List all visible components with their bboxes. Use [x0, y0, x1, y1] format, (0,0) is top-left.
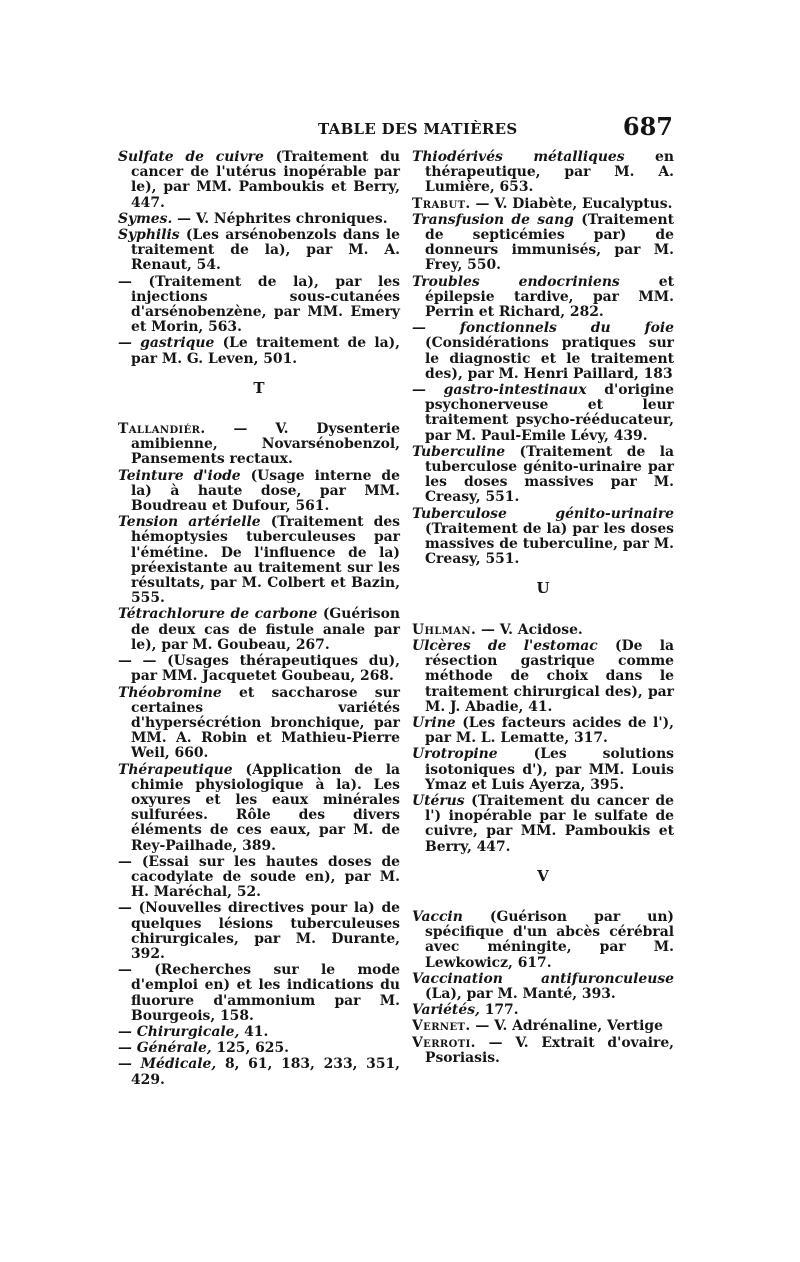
right-column [412, 150, 674, 1067]
index-entry [412, 639, 674, 715]
entry-text: (Les arsénobenzols dans le traitement de la), par M. A. Renaut, 54. [131, 227, 400, 274]
entry-text: (Les facteurs acides de l'), par M. L. Lematte, 317. [425, 714, 674, 747]
entry-text: (Traitement de la tuberculose génito-urinaire par les doses massives par M. Creasy, 551. [425, 443, 674, 506]
entry-text: en thérapeutique, par M. A. Lumière, 653. [425, 149, 674, 196]
index-entry [412, 445, 674, 506]
index-entry [412, 1036, 674, 1066]
index-entry [412, 150, 674, 196]
entry-text: — (Recherches sur le mode d'emploi en) et les indications du fluorure d'ammonium par M. Bourgeois, 158. [118, 962, 400, 1024]
running-title: TABLE DES MATIÈRES [318, 120, 518, 138]
index-entry [118, 686, 400, 762]
entry-text: — (Essai sur les hautes doses de cacodylate de soude en), par M. H. Maréchal, 52. [118, 853, 400, 901]
entry-heading: Utérus [412, 792, 465, 809]
entry-heading: Théobromine [118, 684, 222, 701]
entry-heading: Teinture d'iode [118, 467, 241, 484]
entry-text: (Guérison de deux cas de fistule anale par le), par M. Goubeau, 267. [131, 606, 400, 653]
entry-heading: — gastrique [118, 335, 215, 352]
entry-heading: Variétés, [412, 1002, 480, 1019]
entry-text: 125, 625. [211, 1040, 289, 1057]
entry-text: — — (Usages thérapeutiques du), par MM. Jacquetet Goubeau, 268. [118, 653, 400, 685]
entry-heading: Urotropine [412, 746, 498, 763]
index-entry [118, 275, 400, 336]
index-entry [118, 515, 400, 606]
entry-heading: — Générale, [118, 1040, 212, 1057]
entry-heading: Ulcères de l'estomac [412, 637, 598, 654]
entry-heading: Thérapeutique [118, 761, 233, 778]
entry-author: Tallandiér. [118, 421, 206, 438]
entry-heading: Troubles endocriniens [412, 273, 620, 290]
entry-text: (De la résection gastrique comme méthode de choix dans le traitement chirurgical des), par M. J. Abadie, 41. [425, 637, 674, 715]
page-header [118, 112, 673, 142]
index-entry [118, 963, 400, 1024]
entry-text: et saccharose sur certaines variétés d'hypersécrétion bronchique, par MM. A. Robin et Mathieu-Pierre Weil, 660. [131, 684, 400, 762]
entry-author: Vernet. [412, 1018, 471, 1035]
index-entry [118, 212, 400, 227]
entry-author: Uhlman. [412, 621, 477, 638]
index-entry [118, 901, 400, 962]
index-entry [412, 972, 674, 1002]
entry-text: (Les solutions isotoniques d'), par MM. Louis Ymaz et Luis Ayerza, 395. [425, 746, 674, 793]
index-entry [118, 150, 400, 211]
section-letter: U [536, 579, 550, 598]
entry-text: (Traitement des hémoptysies tuberculeuses par l'émétine. De l'influence de la) préexistante au traitement sur les résultats, par M. Colbert et Bazin, 555. [131, 514, 401, 607]
entry-text: et épilepsie tardive, par MM. Perrin et Richard, 282. [425, 273, 674, 321]
entry-text: — V. Extrait d'ovaire, Psoriasis. [425, 1034, 674, 1066]
entry-heading: — fonctionnels du foie [412, 320, 674, 337]
entry-text: (Considérations pratiques sur le diagnostic et le traitement des), par M. Henri Paillard, 183 [425, 335, 674, 382]
entry-text: — V. Adrénaline, Vertige [470, 1018, 663, 1035]
entry-text: (Traitement de la) par les doses massives de tuberculine, par M. Creasy, 551. [425, 520, 674, 568]
index-entry [118, 763, 400, 854]
entry-text: (Traitement de septicémies par) de donneurs immunisés, par M. Frey, 550. [425, 211, 674, 274]
index-entry [118, 1041, 400, 1056]
entry-heading: Tension artérielle [118, 514, 261, 531]
entry-heading: Syphilis [118, 227, 180, 244]
index-entry [412, 321, 674, 382]
entry-text: (Application de la chimie physiologique à la). Les oxyures et les eaux minérales sulfurées. Rôle des divers éléments de ces eaux, par M. de Rey-Pailhade, 389. [131, 761, 400, 854]
entry-heading: Thiodérivés métalliques [412, 149, 625, 165]
index-entry [412, 275, 674, 321]
page-number: 687 [622, 112, 673, 141]
entry-heading: Symes. [118, 210, 173, 227]
entry-heading: Transfusion de sang [412, 211, 574, 228]
entry-author: Trabut. [412, 195, 471, 212]
entry-text: 8, 61, 183, 233, 351, 429. [131, 1056, 401, 1088]
entry-heading: — Chirurgicale, [118, 1023, 240, 1040]
entry-text: — (Traitement de la), par les injections sous-cutanées d'arsénobenzène, par MM. Emery et Morin, 563. [118, 273, 400, 336]
index-entry [412, 213, 674, 274]
index-entry [412, 1003, 674, 1018]
index-entry [118, 336, 400, 366]
entry-text: (Traitement du cancer de l'utérus inopérable par le), par MM. Pamboukis et Berry, 447. [131, 149, 400, 211]
entry-heading: — gastro-intestinaux [412, 382, 587, 399]
left-column [118, 150, 400, 1089]
entry-text: 41. [239, 1023, 269, 1040]
entry-text: (Guérison par un) spécifique d'un abcès cérébral avec méningite, par M. Lewkowicz, 617. [425, 908, 674, 971]
index-entry [118, 228, 400, 274]
section-letter: V [537, 866, 549, 885]
entry-text: — V. Acidose. [476, 621, 583, 638]
index-entry [118, 422, 400, 468]
index-entry [412, 383, 674, 444]
entry-author: Verroti. [412, 1034, 476, 1051]
entry-heading: Vaccin [412, 908, 463, 925]
entry-text: — V. Dysenterie amibienne, Novarsénobenzol, Pansements rectaux. [131, 421, 400, 468]
index-entry [412, 197, 674, 212]
entry-text: (Usage interne de la) à haute dose, par MM. Boudreau et Dufour, 561. [131, 467, 400, 515]
entry-text: (La), par M. Manté, 393. [425, 985, 616, 1002]
entry-text: d'origine psychonerveuse et leur traitement psycho-rééducateur, par M. Paul-Emile Lévy, 439. [425, 382, 674, 444]
index-entry [412, 623, 674, 638]
entry-heading: Tuberculine [412, 443, 506, 460]
index-entry [412, 507, 674, 568]
entry-heading: Vaccination antifuronculeuse [412, 970, 674, 987]
index-entry [118, 654, 400, 684]
entry-heading: Urine [412, 714, 456, 731]
entry-heading: — Médicale, [118, 1056, 217, 1073]
entry-text: (Traitement du cancer de l') inopérable par le sulfate de cuivre, par MM. Pamboukis et Berry, 447. [425, 792, 674, 855]
entry-heading: Tuberculose génito-urinaire [412, 505, 674, 522]
section-letter: T [253, 378, 265, 397]
entry-text: (Le traitement de la), par M. G. Leven, 501. [131, 335, 401, 367]
index-entry [118, 1025, 400, 1040]
entry-text: — V. Néphrites chroniques. [172, 210, 388, 227]
entry-heading: Sulfate de cuivre [118, 149, 264, 165]
index-entry [118, 855, 400, 901]
entry-heading: Tétrachlorure de carbone [118, 606, 318, 623]
index-entry [118, 1057, 400, 1087]
index-entry [412, 1019, 674, 1034]
entry-text: — V. Diabète, Eucalyptus. [470, 195, 673, 212]
index-entry [412, 747, 674, 793]
index-entry [412, 716, 674, 746]
index-entry [412, 794, 674, 855]
index-entry [118, 607, 400, 653]
index-entry [412, 910, 674, 971]
entry-text: 177. [479, 1002, 519, 1019]
index-entry [118, 469, 400, 515]
entry-text: — (Nouvelles directives pour la) de quelques lésions tuberculeuses chirurgicales, par M. Durante, 392. [118, 900, 400, 962]
